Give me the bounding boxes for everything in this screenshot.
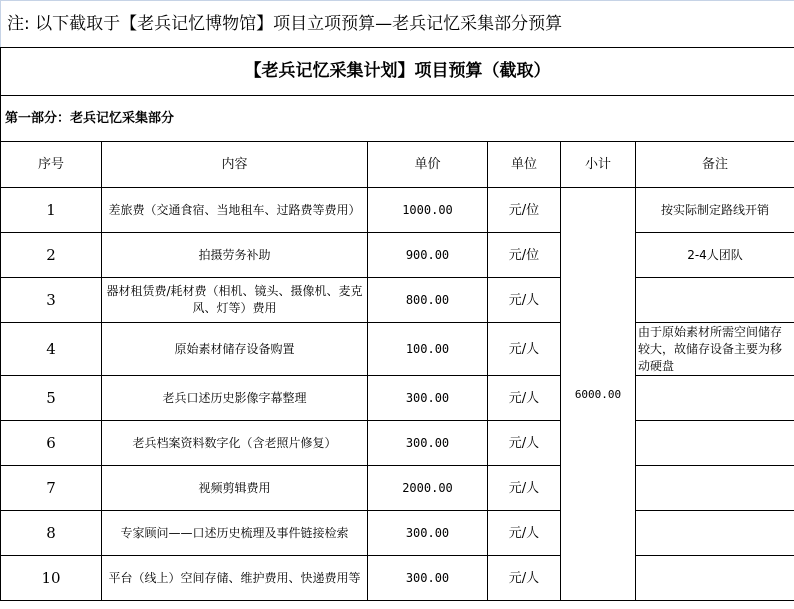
row-number: 7 <box>1 466 102 511</box>
row-remark: 2-4人团队 <box>636 233 794 278</box>
table-row <box>1 323 794 376</box>
row-content: 差旅费（交通食宿、当地租车、过路费等费用） <box>102 188 368 233</box>
row-content: 老兵口述历史影像字幕整理 <box>102 376 368 421</box>
row-unit-price: 100.00 <box>368 323 488 376</box>
row-unit-price: 2000.00 <box>368 466 488 511</box>
row-remark <box>636 511 794 556</box>
row-remark <box>636 278 794 323</box>
subtotal-cell: 6000.00 <box>561 188 636 601</box>
row-remark <box>636 556 794 601</box>
row-remark <box>636 376 794 421</box>
row-unit: 元/位 <box>488 188 561 233</box>
row-remark <box>636 466 794 511</box>
table-row <box>1 556 794 601</box>
row-remark: 由于原始素材所需空间储存较大，故储存设备主要为移动硬盘 <box>636 323 794 376</box>
header-no: 序号 <box>1 142 102 188</box>
row-unit-price: 1000.00 <box>368 188 488 233</box>
document-note: 注: 以下截取于【老兵记忆博物馆】项目立项预算—老兵记忆采集部分预算 <box>0 0 794 47</box>
table-row <box>1 466 794 511</box>
row-unit-price: 800.00 <box>368 278 488 323</box>
row-unit-price: 900.00 <box>368 233 488 278</box>
row-unit: 元/人 <box>488 323 561 376</box>
row-number: 10 <box>1 556 102 601</box>
header-row <box>1 142 794 188</box>
row-unit: 元/人 <box>488 511 561 556</box>
row-content: 拍摄劳务补助 <box>102 233 368 278</box>
row-unit-price: 300.00 <box>368 511 488 556</box>
budget-table <box>0 47 794 601</box>
row-remark <box>636 421 794 466</box>
header-price: 单价 <box>368 142 488 188</box>
table-row <box>1 511 794 556</box>
row-unit: 元/人 <box>488 556 561 601</box>
row-content: 器材租赁费/耗材费（相机、镜头、摄像机、麦克风、灯等）费用 <box>102 278 368 323</box>
row-content: 平台（线上）空间存储、维护费用、快递费用等 <box>102 556 368 601</box>
part-title: 第一部分：老兵记忆采集部分 <box>1 96 794 142</box>
row-content: 专家顾问——口述历史梳理及事件链接检索 <box>102 511 368 556</box>
table-row <box>1 188 794 233</box>
row-unit: 元/人 <box>488 376 561 421</box>
table-row <box>1 233 794 278</box>
row-number: 3 <box>1 278 102 323</box>
row-content: 原始素材储存设备购置 <box>102 323 368 376</box>
row-unit: 元/人 <box>488 278 561 323</box>
row-unit: 元/位 <box>488 233 561 278</box>
table-row <box>1 278 794 323</box>
table-row <box>1 421 794 466</box>
row-unit-price: 300.00 <box>368 556 488 601</box>
row-number: 8 <box>1 511 102 556</box>
row-remark: 按实际制定路线开销 <box>636 188 794 233</box>
header-content: 内容 <box>102 142 368 188</box>
row-number: 6 <box>1 421 102 466</box>
table-row <box>1 376 794 421</box>
row-content: 老兵档案资料数字化（含老照片修复） <box>102 421 368 466</box>
row-number: 5 <box>1 376 102 421</box>
row-unit: 元/人 <box>488 421 561 466</box>
row-unit-price: 300.00 <box>368 421 488 466</box>
header-subtotal: 小计 <box>561 142 636 188</box>
row-content: 视频剪辑费用 <box>102 466 368 511</box>
row-number: 4 <box>1 323 102 376</box>
row-number: 2 <box>1 233 102 278</box>
row-number: 1 <box>1 188 102 233</box>
row-unit: 元/人 <box>488 466 561 511</box>
header-unit: 单位 <box>488 142 561 188</box>
table-title: 【老兵记忆采集计划】项目预算（截取） <box>1 48 794 96</box>
row-unit-price: 300.00 <box>368 376 488 421</box>
header-remark: 备注 <box>636 142 794 188</box>
